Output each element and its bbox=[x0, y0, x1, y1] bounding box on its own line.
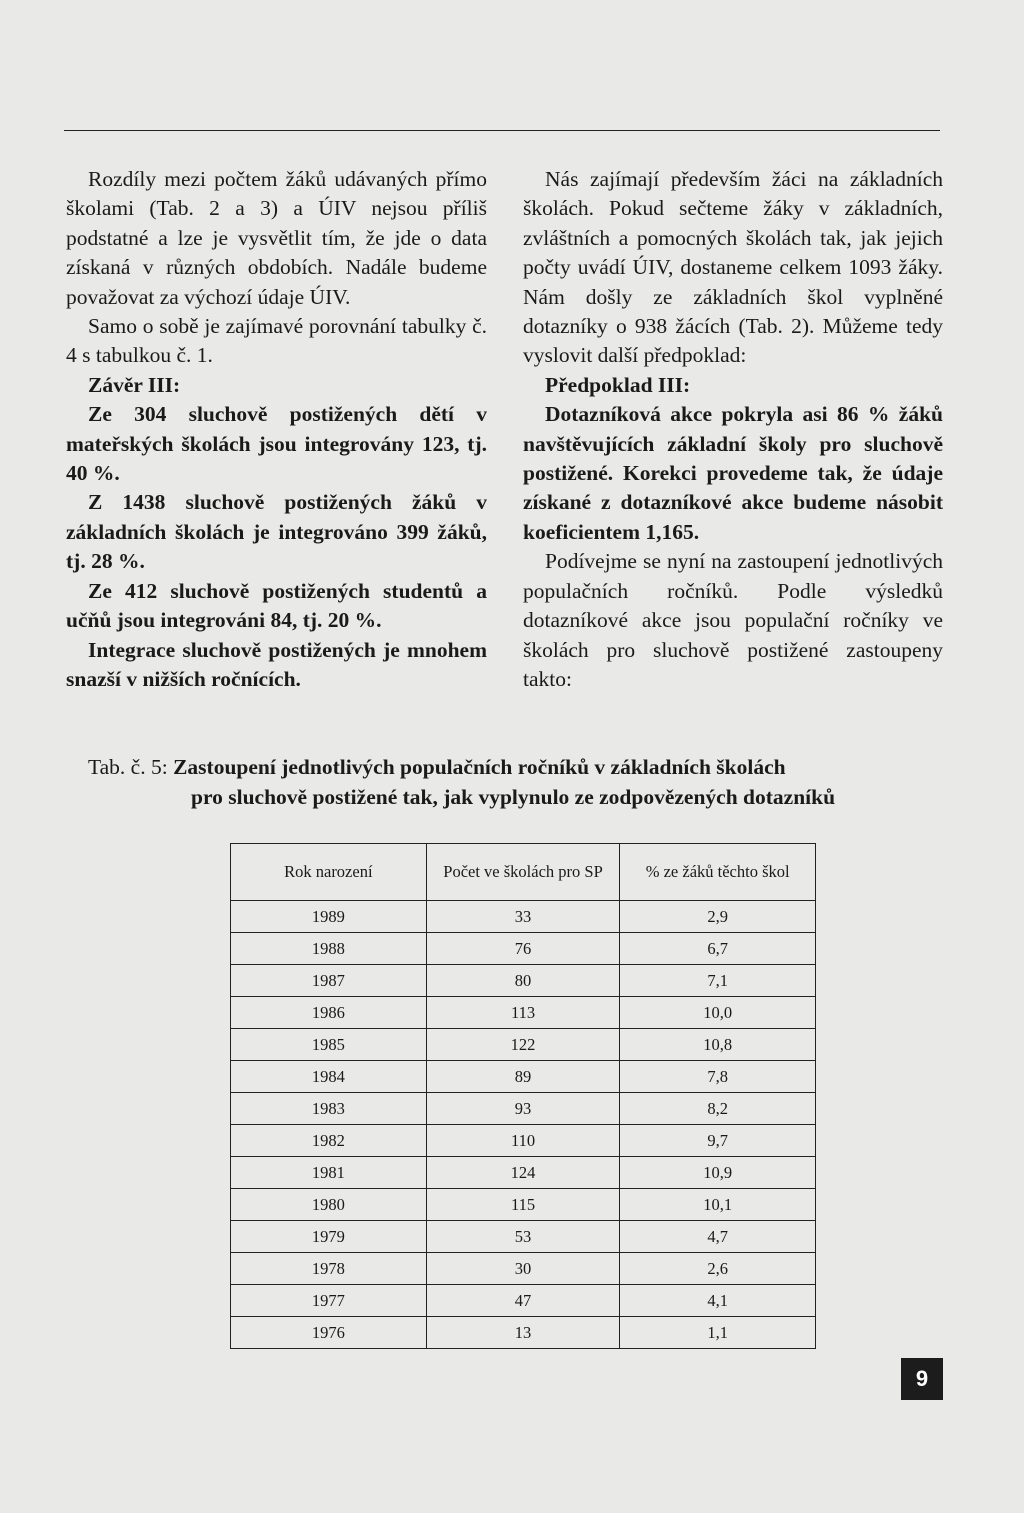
cell-percent: 7,8 bbox=[620, 1061, 816, 1093]
page-number: 9 bbox=[901, 1358, 943, 1400]
cell-birth-year: 1985 bbox=[231, 1029, 427, 1061]
assumption-text: Dotazníková akce pokryla asi 86 % žáků navštěvujících základní školy pro sluchově postižené. Korekci provedeme tak, že údaje získané z dotazníkové akce budeme násobit koeficientem 1,165. bbox=[523, 402, 943, 544]
cell-count: 93 bbox=[426, 1093, 620, 1125]
table-row bbox=[231, 1189, 816, 1221]
cell-birth-year: 1979 bbox=[231, 1221, 427, 1253]
cell-count: 13 bbox=[426, 1317, 620, 1349]
table-row bbox=[231, 1029, 816, 1061]
table-row bbox=[231, 1221, 816, 1253]
cell-count: 80 bbox=[426, 965, 620, 997]
cell-birth-year: 1981 bbox=[231, 1157, 427, 1189]
header-percent: % ze žáků těchto škol bbox=[620, 844, 816, 901]
cell-birth-year: 1976 bbox=[231, 1317, 427, 1349]
cell-percent: 6,7 bbox=[620, 933, 816, 965]
cell-birth-year: 1989 bbox=[231, 901, 427, 933]
table-row bbox=[231, 1157, 816, 1189]
table-caption-label: Tab. č. 5: bbox=[88, 755, 174, 779]
table-header-row bbox=[231, 844, 816, 901]
table-row bbox=[231, 933, 816, 965]
conclusion-kindergarten: Ze 304 sluchově postižených dětí v mateřských školách jsou integrovány 123, tj. 40 %. bbox=[66, 402, 487, 486]
table-caption bbox=[88, 752, 948, 812]
table-row bbox=[231, 901, 816, 933]
table-row bbox=[231, 1317, 816, 1349]
cell-count: 115 bbox=[426, 1189, 620, 1221]
cell-percent: 2,9 bbox=[620, 901, 816, 933]
table-row bbox=[231, 1061, 816, 1093]
table-row bbox=[231, 997, 816, 1029]
cell-count: 110 bbox=[426, 1125, 620, 1157]
cohort-table bbox=[230, 843, 816, 1349]
cell-birth-year: 1980 bbox=[231, 1189, 427, 1221]
conclusion-primary: Z 1438 sluchově postižených žáků v základních školách je integrováno 399 žáků, tj. 28 %. bbox=[66, 490, 487, 574]
conclusion-integration: Integrace sluchově postižených je mnohem snazší v nižších ročnících. bbox=[66, 637, 487, 691]
table-body bbox=[231, 901, 816, 1349]
table-caption-title-line1: Zastoupení jednotlivých populačních ročníků v základních školách bbox=[173, 755, 786, 779]
table-row bbox=[231, 965, 816, 997]
cell-percent: 4,1 bbox=[620, 1285, 816, 1317]
cell-percent: 10,0 bbox=[620, 997, 816, 1029]
cell-percent: 10,1 bbox=[620, 1189, 816, 1221]
cell-birth-year: 1987 bbox=[231, 965, 427, 997]
conclusion-secondary: Ze 412 sluchově postižených studentů a učňů jsou integrováni 84, tj. 20 %. bbox=[66, 578, 487, 633]
cell-birth-year: 1983 bbox=[231, 1093, 427, 1125]
paragraph-cohorts: Podívejme se nyní na zastoupení jednotlivých populačních ročníků. Podle výsledků dotazníkové akce jsou populační ročníky ve školách pro sluchově postižené zastoupeny takto: bbox=[523, 549, 943, 691]
cell-percent: 1,1 bbox=[620, 1317, 816, 1349]
cell-percent: 10,9 bbox=[620, 1157, 816, 1189]
cell-percent: 2,6 bbox=[620, 1253, 816, 1285]
paragraph-primary-schools: Nás zajímají především žáci na základních školách. Pokud sečteme žáky v základních, zvláštních a pomocných školách tak, jak jejich počty uvádí ÚIV, dostaneme celkem 1093 žáky. Nám došly ze základních škol vyplněné dotazníky o 938 žácích (Tab. 2). Můžeme tedy vyslovit další předpoklad: bbox=[523, 167, 943, 368]
table-row bbox=[231, 1125, 816, 1157]
table-row bbox=[231, 1285, 816, 1317]
cell-percent: 8,2 bbox=[620, 1093, 816, 1125]
cell-count: 33 bbox=[426, 901, 620, 933]
cell-count: 122 bbox=[426, 1029, 620, 1061]
header-rule bbox=[64, 130, 940, 131]
cell-count: 113 bbox=[426, 997, 620, 1029]
cell-count: 124 bbox=[426, 1157, 620, 1189]
right-text-column bbox=[523, 165, 943, 694]
cell-birth-year: 1978 bbox=[231, 1253, 427, 1285]
cell-birth-year: 1988 bbox=[231, 933, 427, 965]
cell-percent: 7,1 bbox=[620, 965, 816, 997]
cell-count: 53 bbox=[426, 1221, 620, 1253]
cell-count: 76 bbox=[426, 933, 620, 965]
cell-percent: 9,7 bbox=[620, 1125, 816, 1157]
cell-count: 30 bbox=[426, 1253, 620, 1285]
table-row bbox=[231, 1253, 816, 1285]
cell-percent: 4,7 bbox=[620, 1221, 816, 1253]
assumption-heading: Předpoklad III: bbox=[545, 372, 691, 397]
cell-birth-year: 1986 bbox=[231, 997, 427, 1029]
cell-count: 89 bbox=[426, 1061, 620, 1093]
paragraph-differences: Rozdíly mezi počtem žáků udávaných přímo školami (Tab. 2 a 3) a ÚIV nejsou příliš podstatné a lze je vysvětlit tím, že jde o data získaná v různých obdobích. Nadále budeme považovat za výchozí údaje ÚIV. bbox=[66, 167, 487, 309]
cell-birth-year: 1977 bbox=[231, 1285, 427, 1317]
header-count: Počet ve školách pro SP bbox=[426, 844, 620, 901]
cell-count: 47 bbox=[426, 1285, 620, 1317]
header-birth-year: Rok narození bbox=[231, 844, 427, 901]
cell-birth-year: 1982 bbox=[231, 1125, 427, 1157]
conclusion-heading: Závěr III: bbox=[88, 372, 181, 397]
cell-birth-year: 1984 bbox=[231, 1061, 427, 1093]
left-text-column bbox=[66, 165, 487, 694]
cell-percent: 10,8 bbox=[620, 1029, 816, 1061]
paragraph-comparison: Samo o sobě je zajímavé porovnání tabulky č. 4 s tabulkou č. 1. bbox=[66, 314, 487, 368]
table-caption-title-line2: pro sluchově postižené tak, jak vyplynulo ze zodpovězených dotazníků bbox=[191, 785, 836, 809]
table-row bbox=[231, 1093, 816, 1125]
